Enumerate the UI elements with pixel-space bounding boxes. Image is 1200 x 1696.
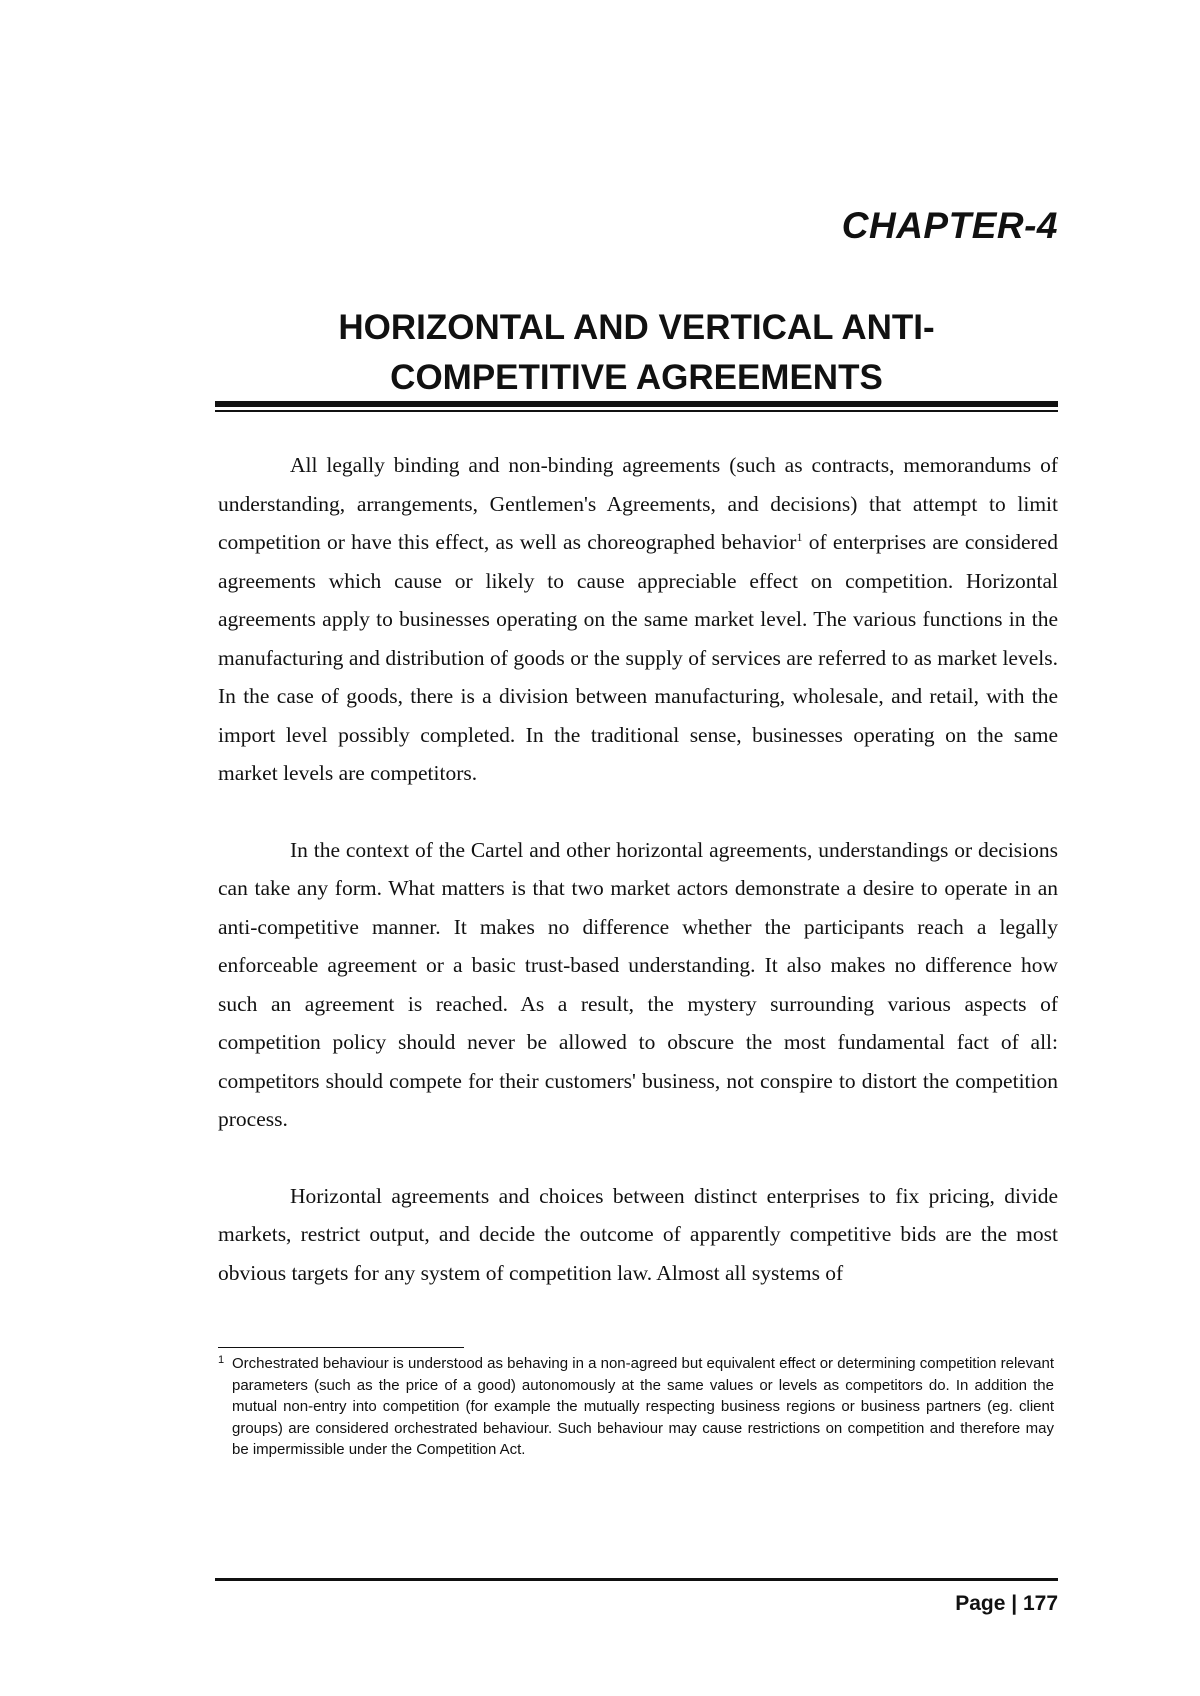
footnote-marker: 1: [218, 1354, 225, 1366]
chapter-title: [215, 303, 1058, 403]
chapter-title-line-1: HORIZONTAL AND VERTICAL ANTI-: [338, 308, 935, 347]
paragraph-1-text-before-ref: All legally binding and non-binding agreements (such as contracts, memorandums of understanding, arrangements, Gentlemen's Agreements, and decisions) that attempt to limit competition or have this effect, as well as choreographed behavior: [218, 453, 1058, 554]
chapter-title-line-2: COMPETITIVE AGREEMENTS: [390, 358, 883, 397]
footer-divider: [215, 1578, 1058, 1581]
footnote: [218, 1353, 1058, 1461]
footnote-reference[interactable]: 1: [796, 529, 803, 544]
footnote-separator: [218, 1347, 464, 1348]
paragraph-2: In the context of the Cartel and other horizontal agreements, understandings or decisions can take any form. What matters is that two market actors demonstrate a desire to operate in an anti-competitive manner. It makes no difference whether the participants reach a legally enforceable agreement or a basic trust-based understanding. It also makes no difference how such an agreement is reached. As a result, the mystery surrounding various aspects of competition policy should never be allowed to obscure the most fundamental fact of all: competitors should compete for their customers' business, not conspire to distort the competition process.: [218, 837, 1058, 1131]
footnote-text: Orchestrated behaviour is understood as behaving in a non-agreed but equivalent effect or determining competition relevant parameters (such as the price of a good) autonomously at the same values or levels as competitors do. In addition the mutual non-entry into competition (for example the mutually respecting business regions or business partners (eg. client groups) are considered orchestrated behaviour. Such behaviour may cause restrictions on competition and therefore may be impermissible under the Competition Act.: [232, 1355, 1054, 1458]
title-divider-thin: [215, 410, 1058, 412]
paragraph-1-text-after-ref: of enterprises are considered agreements which cause or likely to cause appreciable effect on competition. Horizontal agreements apply to businesses operating on the same market level. The various functions in the manufacturing and distribution of goods or the supply of services are referred to as market levels. In the case of goods, there is a division between manufacturing, wholesale, and retail, with the import level possibly completed. In the traditional sense, businesses operating on the same market levels are competitors.: [218, 530, 1058, 785]
paragraph-1: [218, 446, 1058, 793]
paragraph-3: Horizontal agreements and choices between distinct enterprises to fix pricing, divide markets, restrict output, and decide the outcome of apparently competitive bids are the most obvious targets for any system of competition law. Almost all systems of: [218, 1183, 1058, 1285]
chapter-label: CHAPTER-4: [841, 205, 1058, 246]
body-text: [218, 446, 1058, 1330]
page-number: Page | 177: [955, 1592, 1058, 1615]
title-divider-thick: [215, 401, 1058, 407]
